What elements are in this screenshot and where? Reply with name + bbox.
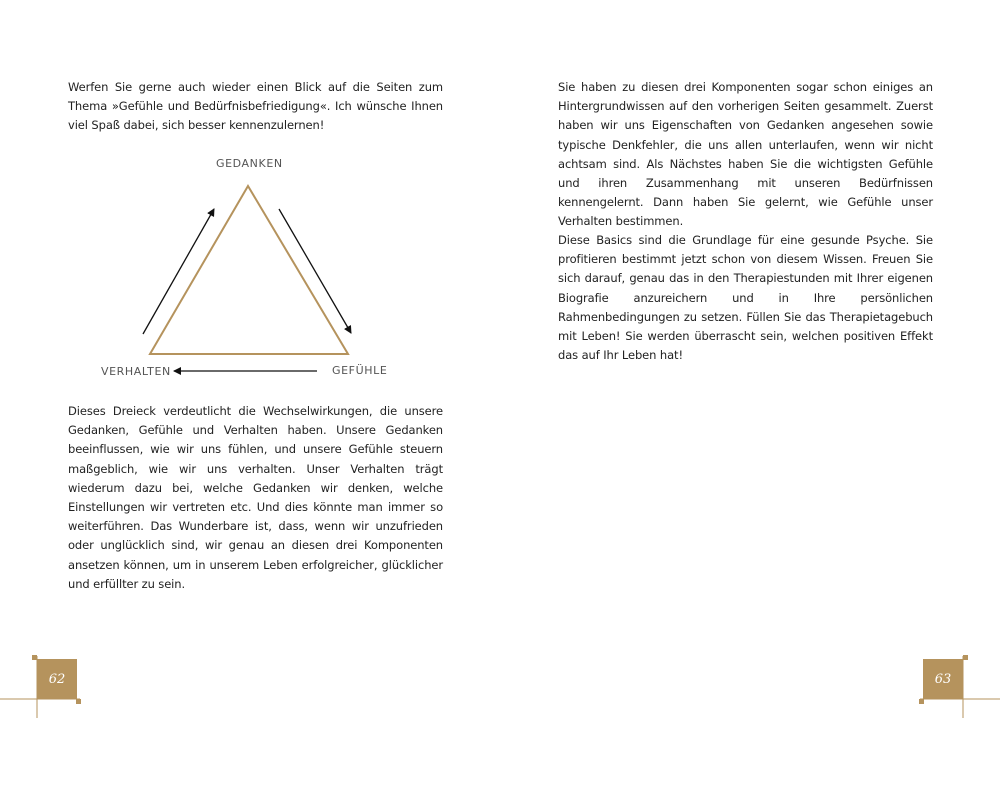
diagram-label-verhalten: VERHALTEN bbox=[101, 365, 171, 378]
intro-paragraph: Werfen Sie gerne auch wieder einen Blick auf die Seiten zum Thema »Gefühle und Bedürfnisbefriedigung«. Ich wünsche Ihnen viel Spaß dabei, sich besser kennenzulernen! bbox=[68, 80, 443, 133]
diagram-label-gedanken: GEDANKEN bbox=[216, 157, 283, 170]
diagram-label-gefuehle: GEFÜHLE bbox=[332, 364, 388, 377]
page-number-right: 63 bbox=[923, 659, 963, 699]
page-number-left: 62 bbox=[37, 659, 77, 699]
right-paragraph-2: Diese Basics sind die Grundlage für eine gesunde Psyche. Sie profitieren bestimmt jetzt schon von diesem Wissen. Freuen Sie sich darauf, genau das in den Therapiestunden mit Ihrer eigenen Biografie anzureichern und in Ihre persönlichen Rahmenbedingungen zu setzen. Füllen Sie das Therapietagebuch mit Leben! Sie werden überrascht sein, welchen positiven Effekt das auf Ihr Leben hat! bbox=[558, 233, 933, 363]
explanation-paragraph: Dieses Dreieck verdeutlicht die Wechselwirkungen, die unsere Gedanken, Gefühle und Verhalten haben. Unsere Gedanken beeinflussen, wie wir uns fühlen, und unsere Gefühle steuern maßgeblich, wie wir uns verhalten. Unser Verhalten trägt wiederum dazu bei, welche Gedanken wir denken, welche Einstellungen wir vertreten etc. Und dies könnte man immer so weiterführen. Das Wunderbare ist, dass, wenn wir unzufrieden oder unglücklich sind, wir genau an diesen drei Komponenten ansetzen können, um in unserem Leben erfolgreicher, glücklicher und erfüllter zu sein. bbox=[68, 404, 443, 591]
right-paragraph-1: Sie haben zu diesen drei Komponenten sogar schon einiges an Hintergrundwissen auf den vorherigen Seiten gesammelt. Zuerst haben wir uns Eigenschaften von Gedanken angesehen sowie typische Denkfehler, die uns allen unterlaufen, wenn wir nicht achtsam sind. Als Nächstes haben Sie die wichtigsten Gefühle und ihren Zusammenhang mit unseren Bedürfnissen kennengelernt. Dann haben Sie gelernt, wie Gefühle unser Verhalten bestimmen. bbox=[558, 80, 933, 229]
